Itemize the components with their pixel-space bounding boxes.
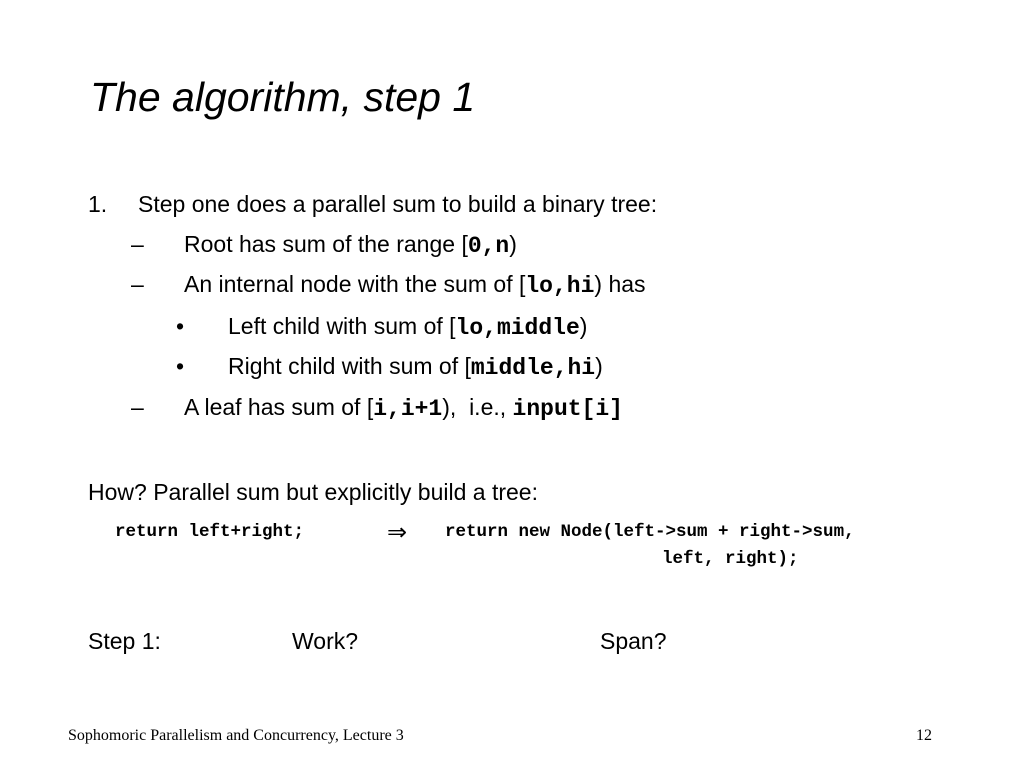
- page-number: 12: [916, 727, 932, 744]
- bullet-text: Left child with sum of [lo,middle): [228, 313, 588, 341]
- code-range: i,i+1: [373, 396, 443, 422]
- code-range: lo,hi: [525, 273, 595, 299]
- span-label: Span?: [600, 628, 667, 654]
- code-right-line-2: left, right);: [662, 549, 799, 569]
- code-input: input[i]: [512, 396, 623, 422]
- dash-marker: –: [131, 271, 144, 297]
- sub-item-text: A leaf has sum of [i,i+1), i.e., input[i]: [184, 394, 623, 422]
- work-label: Work?: [292, 628, 359, 654]
- bullet-marker: •: [176, 353, 185, 379]
- bullet-text: Right child with sum of [middle,hi): [228, 353, 603, 381]
- list-number: 1.: [88, 191, 108, 217]
- sub-item-text: Root has sum of the range [0,n): [184, 231, 517, 259]
- slide-title: The algorithm, step 1: [90, 74, 476, 120]
- code-right-line-1: return new Node(left->sum + right->sum,: [445, 522, 855, 542]
- sub-item-text: An internal node with the sum of [lo,hi) has: [184, 271, 646, 299]
- code-range: middle,hi: [470, 355, 596, 381]
- code-range: lo,middle: [455, 315, 580, 341]
- step-label: Step 1:: [88, 628, 161, 654]
- code-left: return left+right;: [115, 522, 305, 542]
- how-text: How? Parallel sum but explicitly build a tree:: [88, 479, 538, 505]
- implies-arrow-icon: ⇒: [387, 518, 408, 546]
- list-item-text: Step one does a parallel sum to build a binary tree:: [138, 191, 658, 217]
- code-range: 0,n: [467, 233, 510, 259]
- footer-text: Sophomoric Parallelism and Concurrency, Lecture 3: [68, 727, 404, 744]
- bullet-marker: •: [176, 313, 185, 339]
- dash-marker: –: [131, 231, 144, 257]
- dash-marker: –: [131, 394, 144, 420]
